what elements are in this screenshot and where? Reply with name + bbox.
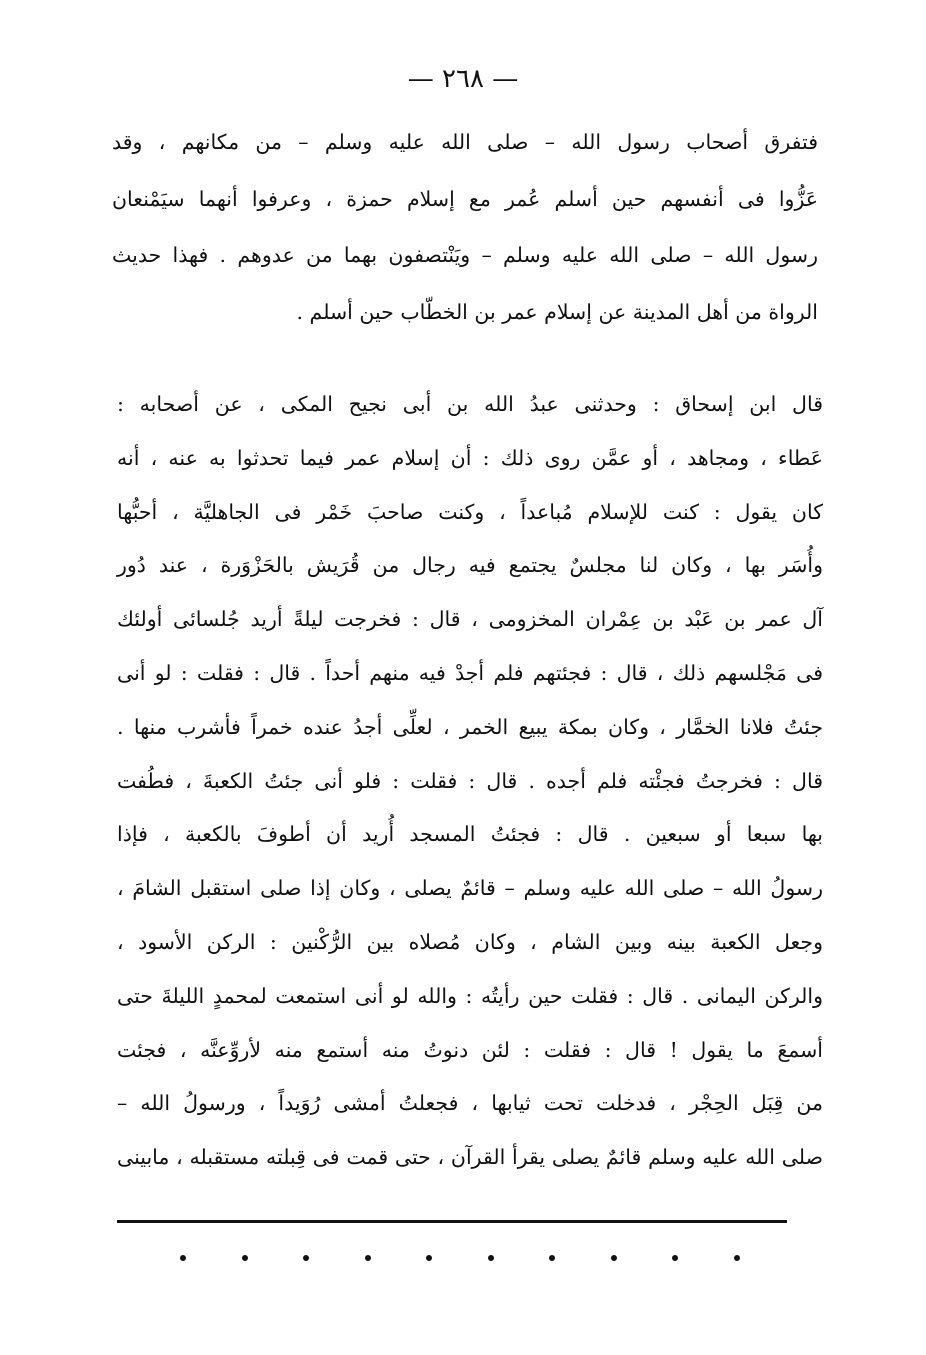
text-line: آل عمر بن عَبْد بن عِمْران المخزومى ، قال : فخرجت ليلةً أريد جُلسائى أولئك bbox=[117, 607, 823, 632]
text-line: قال : فخرجتُ فجئْته فلم أجده . قال : فقلت : فلو أنى جئتُ الكعبةَ ، فطُفت bbox=[117, 768, 823, 793]
footer-dot bbox=[426, 1255, 432, 1261]
text-line: فى مَجْلسهم ذلك ، قال : فجئتهم فلم أجدْ فيه منهم أحداً . قال : فقلت : لو أنى bbox=[117, 660, 823, 685]
text-line: قال ابن إسحاق : وحدثنى عبدُ الله بن أبى نجيح المكى ، عن أصحابه : bbox=[117, 392, 823, 416]
footer-dot bbox=[672, 1255, 678, 1261]
footer-dot bbox=[303, 1255, 309, 1261]
footer-dot bbox=[611, 1255, 617, 1261]
paragraph-1 bbox=[112, 132, 818, 358]
footer-rule bbox=[117, 1220, 787, 1223]
text-line: وجعل الكعبة بينه وبين الشام ، وكان مُصلاه بين الرُّكْنين : الركن الأسود ، bbox=[117, 929, 823, 954]
footer-dot bbox=[734, 1255, 740, 1261]
footer-dot bbox=[180, 1255, 186, 1261]
text-line: صلى الله عليه وسلم قائمٌ يصلى يقرأ القرآن ، حتى قمت فى قِبلته مستقبله ، مابينى bbox=[117, 1145, 823, 1170]
text-line: عَطاء ، ومجاهد ، أو عمَّن روى ذلك : أن إسلام عمر فيما تحدثوا به عنه ، أنه bbox=[117, 445, 823, 470]
footer-dot bbox=[549, 1255, 555, 1261]
text-line: رسول الله – صلى الله عليه وسلم – ويَنْتصفون بهما من عدوهم . فهذا حديث bbox=[112, 243, 818, 267]
text-line: عَزُّوا فى أنفسهم حين أسلم عُمر مع إسلام حمزة ، وعرفوا أنهما سيَمْنعان bbox=[112, 186, 818, 211]
text-line: بها سبعا أو سبعين . قال : فجئتُ المسجد أُريد أن أطوفَ بالكعبة ، فإذا bbox=[117, 822, 823, 847]
text-line: وأُسَر بها ، وكان لنا مجلسٌ يجتمع فيه رجال من قُرَيش بالحَزْوَرة ، عند دُور bbox=[117, 553, 823, 578]
text-line: جئتُ فلانا الخمَّار ، وكان بمكة يبيع الخمر ، لعلِّى أجدُ عنده خمراً فأشرب منها . bbox=[117, 714, 823, 739]
text-line: الرواة من أهل المدينة عن إسلام عمر بن الخطّاب حين أسلم . bbox=[296, 299, 818, 324]
text-line: كان يقول : كنت للإسلام مُباعداً ، وكنت صاحبَ خَمْر فى الجاهليَّة ، أحبُّها bbox=[117, 499, 823, 524]
page-number: — ٢٦٨ — bbox=[407, 64, 519, 94]
footer-dot bbox=[242, 1255, 248, 1261]
text-line: أسمعَ ما يقول ! قال : فقلت : لئن دنوتُ منه أستمع منه لأروِّعنَّه ، فجئت bbox=[117, 1037, 823, 1062]
footer-dot bbox=[488, 1255, 494, 1261]
text-line: رسولُ الله – صلى الله عليه وسلم – قائمٌ يصلى ، وكان إذا صلى استقبل الشامَ ، bbox=[117, 876, 823, 901]
paragraph-2 bbox=[117, 394, 823, 1201]
footer-dot bbox=[365, 1255, 371, 1261]
text-line: فتفرق أصحاب رسول الله – صلى الله عليه وسلم – من مكانهم ، وقد bbox=[112, 130, 818, 154]
text-line: من قِبَل الحِجْر ، فدخلت تحت ثيابها ، فجعلتُ أمشى رُوَيداً ، ورسولُ الله – bbox=[117, 1091, 823, 1116]
footer-dots bbox=[180, 1255, 740, 1261]
text-line: والركن اليمانى . قال : فقلت حين رأيتُه : والله لو أنى استمعت لمحمدٍ الليلةَ حتى bbox=[117, 983, 823, 1008]
